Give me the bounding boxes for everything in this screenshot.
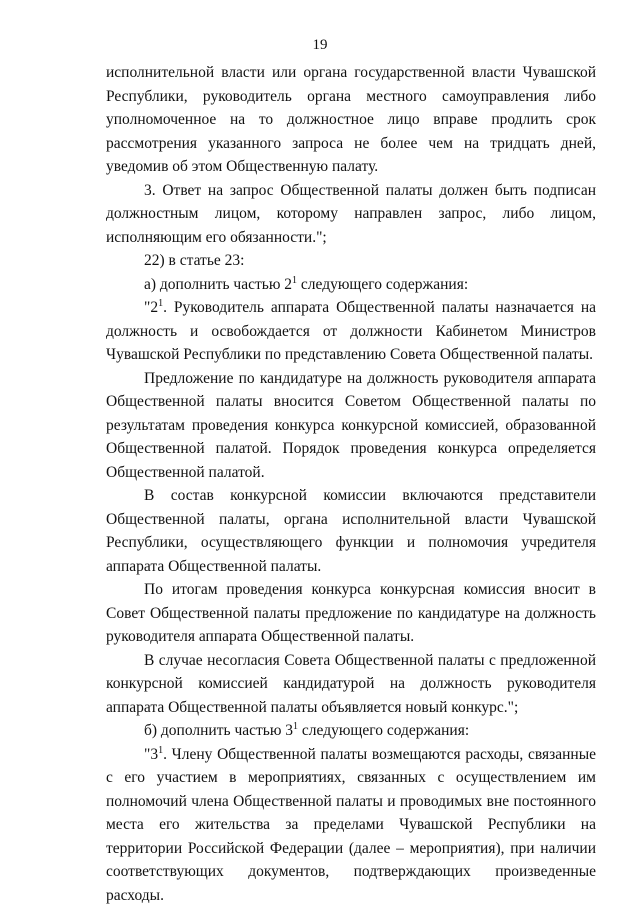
paragraph-5-superscript: 1 [158, 298, 163, 309]
paragraph-5-post: . Руководитель аппарата Общественной палаты назначается на должность и освобождается от должности Кабинетом Министров Чувашской Республики по представлению Совета Общественной палаты. [106, 299, 596, 363]
page-number: 19 [0, 35, 640, 55]
paragraph-4-superscript: 1 [292, 275, 297, 286]
paragraph-11-superscript: 1 [158, 745, 163, 756]
paragraph-10-pre: б) дополнить частью 3 [144, 722, 293, 739]
paragraph-4-post: следующего содержания: [297, 276, 468, 293]
paragraph-8: По итогам проведения конкурса конкурсная комиссия вносит в Совет Общественной палаты предложение по кандидатуре на должность руководителя аппарата Общественной палаты. [106, 578, 596, 649]
paragraph-5 [106, 296, 596, 367]
paragraph-11-post: . Члену Общественной палаты возмещаются расходы, связанные с его участием в мероприятиях, связанных с осуществлением им полномочий члена Общественной палаты и проводимых вне постоянного места его жительства за пределами Чувашской Республики на территории Российской Федерации (далее – мероприятия), при наличии соответствующих документов, подтверждающих произведенные расходы. [106, 746, 596, 904]
paragraph-10 [106, 719, 596, 743]
paragraph-11-pre: "3 [144, 746, 158, 763]
paragraph-1: исполнительной власти или органа государственной власти Чувашской Республики, руководитель органа местного самоуправления либо уполномоченное на то должностное лицо вправе продлить срок рассмотрения указанного запроса не более чем на тридцать дней, уведомив об этом Общественную палату. [106, 61, 596, 179]
paragraph-10-superscript: 1 [293, 721, 298, 732]
paragraph-7: В состав конкурсной комиссии включаются представители Общественной палаты, органа исполнительной власти Чувашской Республики, осуществляющего функции и полномочия учредителя аппарата Общественной палаты. [106, 484, 596, 578]
paragraph-9: В случае несогласия Совета Общественной палаты с предложенной конкурсной комиссией кандидатурой на должность руководителя аппарата Общественной палаты объявляется новый конкурс."; [106, 649, 596, 720]
document-body [106, 61, 596, 907]
paragraph-6: Предложение по кандидатуре на должность руководителя аппарата Общественной палаты вносится Советом Общественной палаты по результатам проведения конкурса конкурсной комиссией, образованной Общественной палатой. Порядок проведения конкурса определяется Общественной палатой. [106, 367, 596, 485]
paragraph-4-pre: а) дополнить частью 2 [144, 276, 292, 293]
paragraph-3: 22) в статье 23: [106, 249, 596, 273]
paragraph-2: 3. Ответ на запрос Общественной палаты должен быть подписан должностным лицом, которому направлен запрос, либо лицом, исполняющим его обязанности."; [106, 179, 596, 250]
paragraph-5-pre: "2 [144, 299, 158, 316]
paragraph-11 [106, 743, 596, 907]
paragraph-4 [106, 273, 596, 297]
paragraph-10-post: следующего содержания: [298, 722, 469, 739]
